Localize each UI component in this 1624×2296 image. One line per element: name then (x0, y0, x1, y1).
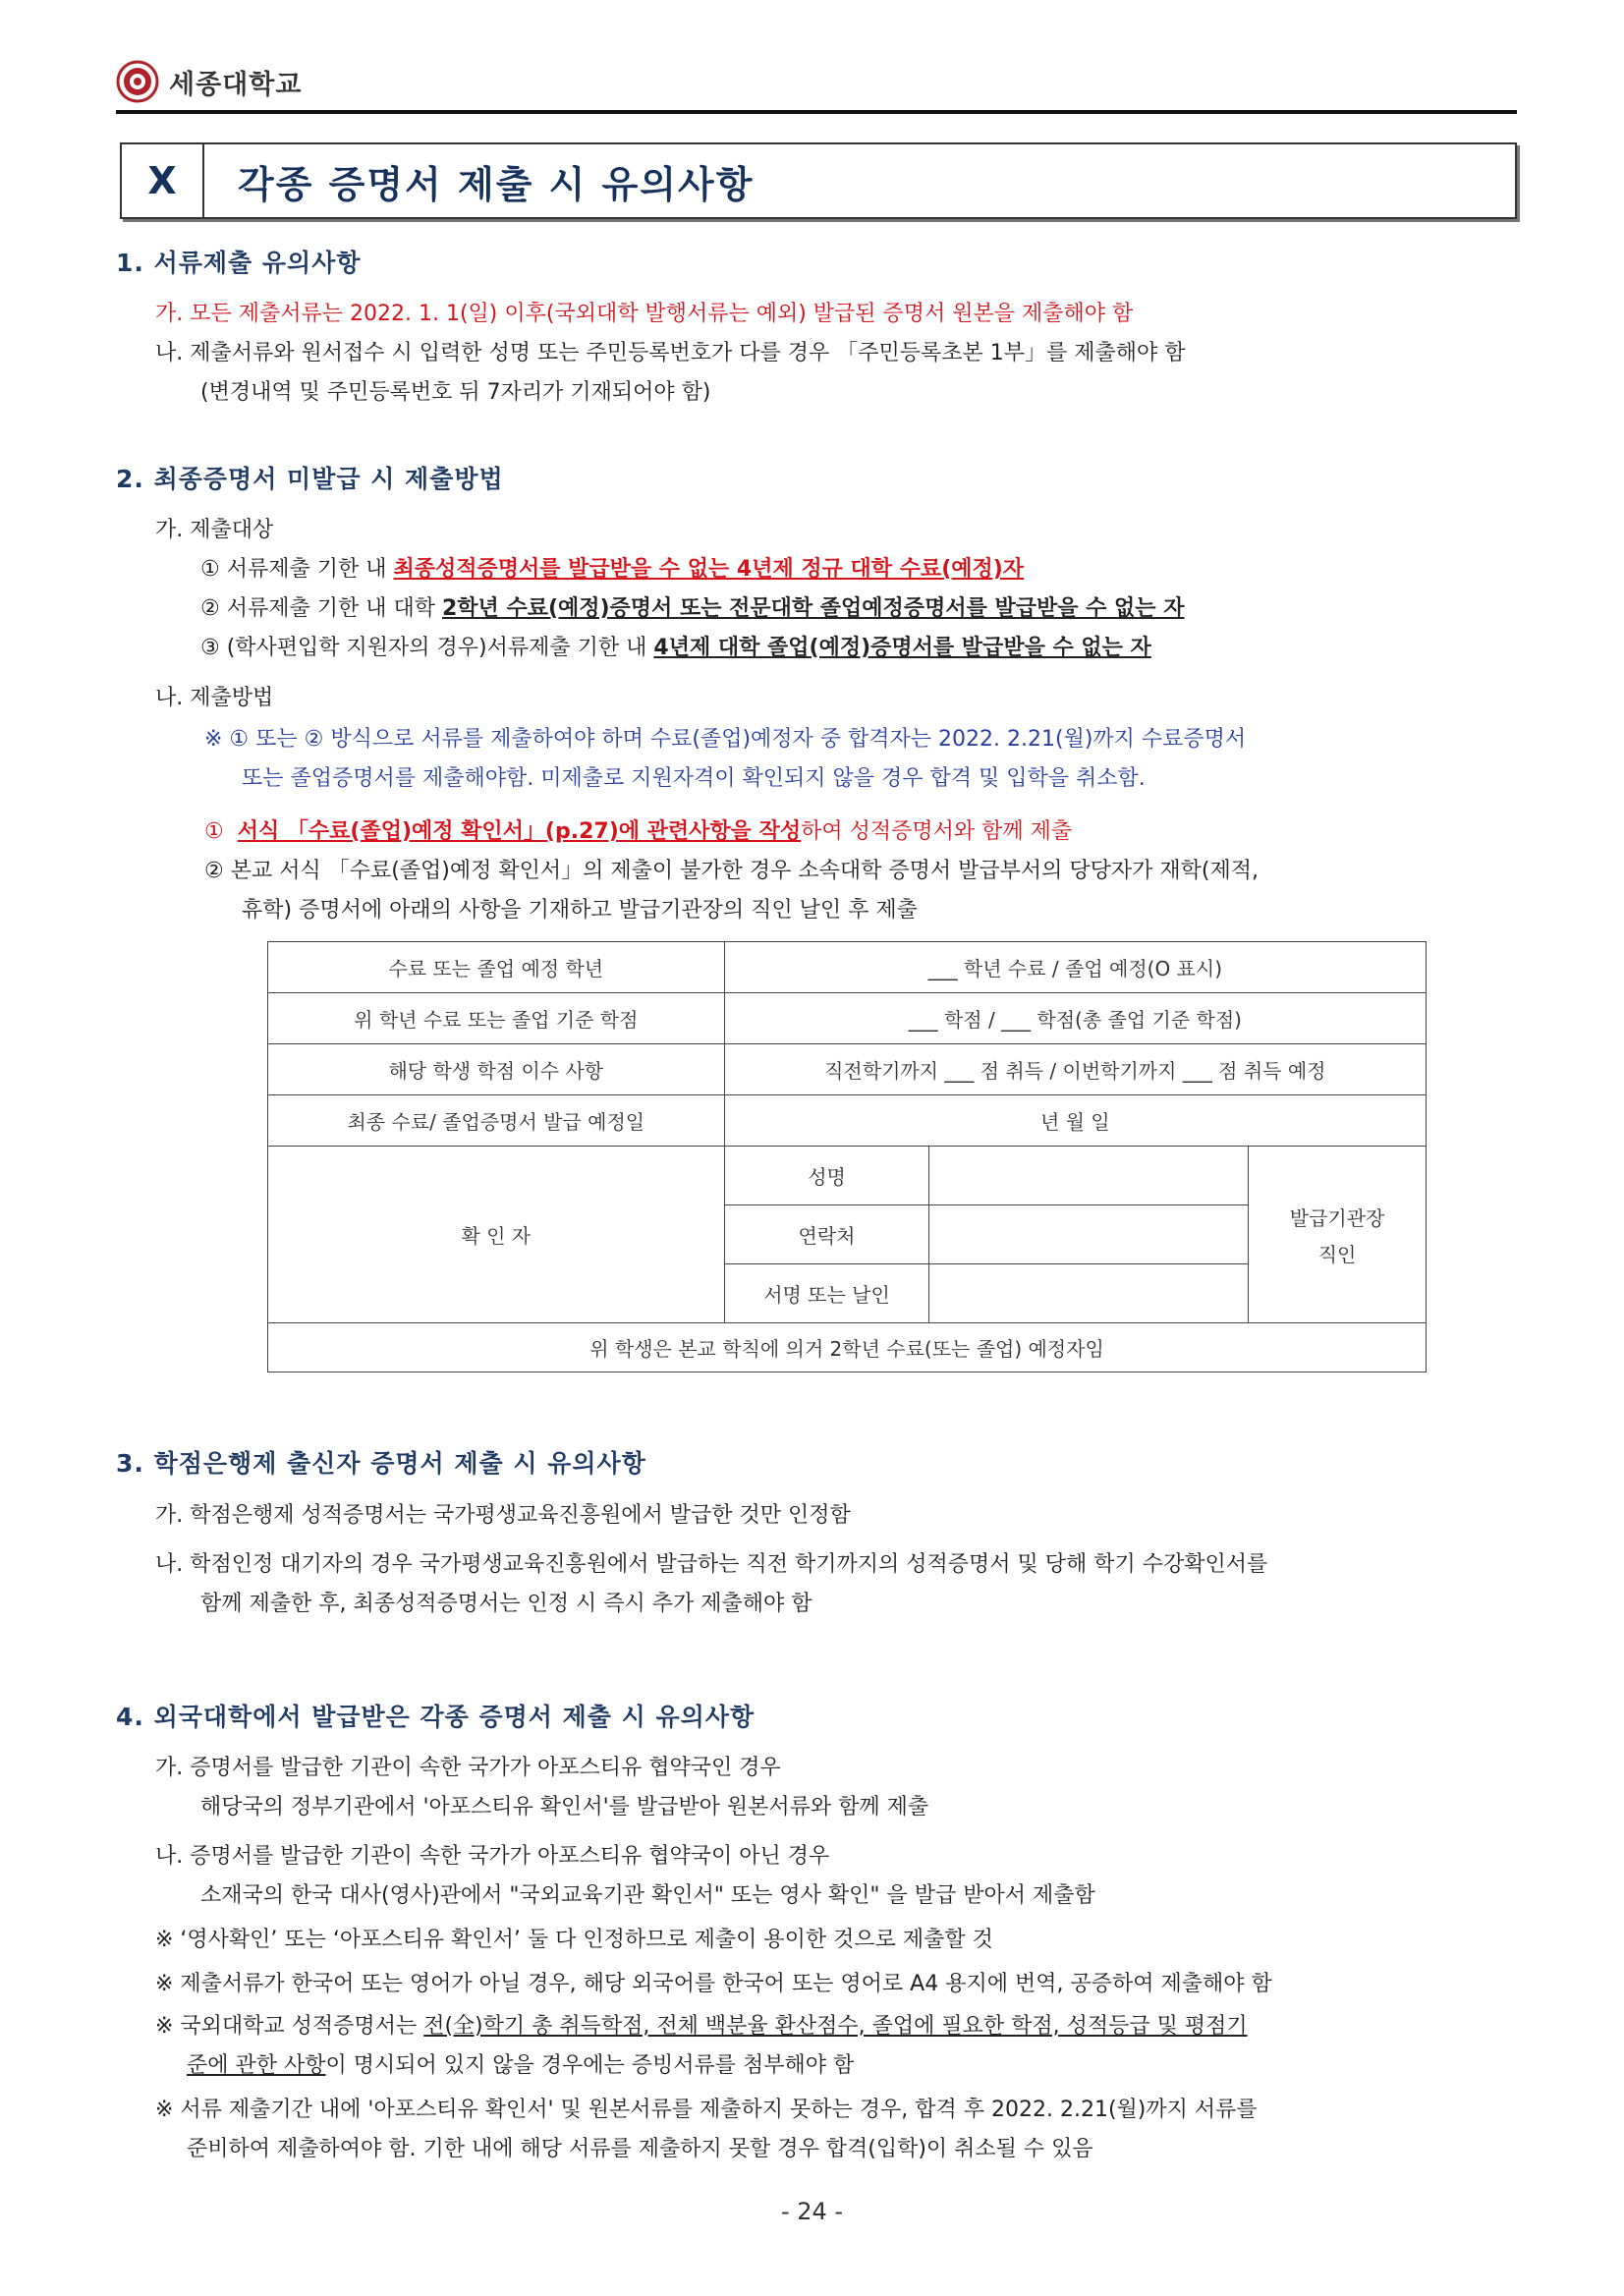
s3-item-b-cont: 함께 제출한 후, 최종성적증명서는 인정 시 즉시 추가 제출해야 함 (200, 1592, 812, 1616)
s2-method-1-num: ① (204, 819, 224, 844)
form-value: ___ 학년 수료 / 졸업 예정(O 표시) (724, 942, 1426, 993)
s2-method-1-emph: 서식 「수료(졸업)예정 확인서」(p.27)에 관련사항을 작성 (237, 819, 802, 844)
s4-note-2: ※ 제출서류가 한국어 또는 영어가 아닐 경우, 해당 외국어를 한국어 또는 영어로 A4 용지에 번역, 공증하여 제출해야 함 (155, 1972, 1272, 1996)
s4-note-1: ※ ‘영사확인’ 또는 ‘아포스티유 확인서’ 둘 다 인정하므로 제출이 용이한 것으로 제출할 것 (155, 1928, 993, 1952)
s2-method-1 (204, 817, 1072, 847)
contact-field (929, 1205, 1249, 1264)
s2-note-line-2: 또는 졸업증명서를 제출해야함. 미제출로 지원자격이 확인되지 않을 경우 합격 및 입학을 취소함. (242, 766, 1146, 791)
page-number: - 24 - (780, 2198, 844, 2225)
table-row (268, 1147, 1427, 1205)
s1-item-b: 나. 제출서류와 원서접수 시 입력한 성명 또는 주민등록번호가 다를 경우 「주민등록초본 1부」를 제출해야 함 (155, 341, 1186, 365)
s2-target-1-text: ① 서류제출 기한 내 (200, 557, 394, 582)
s2-method-1-text: 하여 성적증명서와 함께 제출 (801, 819, 1073, 844)
section-3-heading: 3. 학점은행제 출신자 증명서 제출 시 유의사항 (116, 1449, 646, 1478)
table-row (268, 942, 1427, 993)
university-seal-icon (116, 60, 159, 103)
s1-item-a: 가. 모든 제출서류는 2022. 1. 1(일) 이후(국외대학 발행서류는 예외) 발급된 증명서 원본을 제출해야 함 (155, 302, 1134, 326)
s4-item-a: 가. 증명서를 발급한 기관이 속한 국가가 아포스티유 협약국인 경우 (155, 1756, 781, 1780)
s2-target-2 (200, 594, 1184, 624)
s2-method-2: ② 본교 서식 「수료(졸업)예정 확인서」의 제출이 불가한 경우 소속대학 증명서 발급부서의 당당자가 재학(제적, (204, 859, 1259, 883)
form-label: 해당 학생 학점 이수 사항 (268, 1044, 725, 1095)
s4-note-3-text: ※ 국외대학교 성적증명서는 (155, 2014, 424, 2039)
s4-note-3-cont (187, 2051, 854, 2081)
university-name: 세종대학교 (169, 69, 303, 100)
s2-method-2-cont: 휴학) 증명서에 아래의 사항을 기재하고 발급기관장의 직인 날인 후 제출 (242, 898, 918, 923)
confirmer-label: 확 인 자 (268, 1147, 725, 1323)
contact-label: 연락처 (724, 1205, 929, 1264)
s2-item-b-label: 나. 제출방법 (155, 686, 274, 710)
page-header (116, 57, 302, 106)
s4-item-a-cont: 해당국의 정부기관에서 '아포스티유 확인서'를 발급받아 원본서류와 함께 제출 (200, 1795, 929, 1820)
sign-label: 서명 또는 날인 (724, 1264, 929, 1323)
table-row (268, 1044, 1427, 1095)
s4-item-b: 나. 증명서를 발급한 기관이 속한 국가가 아포스티유 협약국이 아닌 경우 (155, 1844, 830, 1869)
s2-note-line-1: ※ ① 또는 ② 방식으로 서류를 제출하여야 하며 수료(졸업)예정자 중 합격자는 2022. 2.21(월)까지 수료증명서 (204, 727, 1247, 752)
s3-item-b: 나. 학점인정 대기자의 경우 국가평생교육진흥원에서 발급하는 직전 학기까지의 성적증명서 및 당해 학기 수강확인서를 (155, 1552, 1268, 1577)
form-label: 수료 또는 졸업 예정 학년 (268, 942, 725, 993)
section-4-heading: 4. 외국대학에서 발급받은 각종 증명서 제출 시 유의사항 (116, 1703, 756, 1731)
s2-item-a-label: 가. 제출대상 (155, 518, 274, 542)
s3-item-a: 가. 학점은행제 성적증명서는 국가평생교육진흥원에서 발급한 것만 인정함 (155, 1503, 851, 1528)
s4-note-4: ※ 서류 제출기간 내에 '아포스티유 확인서' 및 원본서류를 제출하지 못하는 경우, 합격 후 2022. 2.21(월)까지 서류를 (155, 2098, 1258, 2122)
s1-item-b-cont: (변경내역 및 주민등록번호 뒤 7자리가 기재되어야 함) (200, 380, 711, 405)
s2-target-2-emph: 2학년 수료(예정)증명서 또는 전문대학 졸업예정증명서를 발급받을 수 없는 자 (441, 596, 1185, 621)
name-field (929, 1147, 1249, 1205)
s2-target-1 (200, 555, 1024, 585)
table-row (268, 1095, 1427, 1147)
s4-note-4-cont: 준비하여 제출하여야 함. 기한 내에 해당 서류를 제출하지 못할 경우 합격(입학)이 취소될 수 있음 (187, 2137, 1093, 2161)
s4-note-3 (155, 2012, 1248, 2042)
form-value: 년 월 일 (724, 1095, 1426, 1147)
s4-note-3-cont-emph: 준에 관한 사항 (187, 2053, 326, 2078)
chapter-title-box (120, 142, 1517, 219)
form-footer-statement: 위 학생은 본교 학칙에 의거 2학년 수료(또는 졸업) 예정자임 (268, 1323, 1427, 1372)
seal-label-line-2: 직인 (1317, 1242, 1357, 1266)
s4-note-3-emph: 전(全)학기 총 취득학점, 전체 백분율 환산점수, 졸업에 필요한 학점, 성적등급 및 평점기 (423, 2014, 1248, 2039)
s2-target-2-text: ② 서류제출 기한 내 대학 (200, 596, 442, 621)
s2-target-3-text: ③ (학사편입학 지원자의 경우)서류제출 기한 내 (200, 636, 654, 660)
section-1-heading: 1. 서류제출 유의사항 (116, 249, 362, 277)
s2-target-3-emph: 4년제 대학 졸업(예정)증명서를 발급받을 수 없는 자 (653, 636, 1151, 660)
s4-item-b-cont: 소재국의 한국 대사(영사)관에서 "국외교육기관 확인서" 또는 영사 확인" 을 발급 받아서 제출함 (200, 1883, 1095, 1908)
form-label: 최종 수료/ 졸업증명서 발급 예정일 (268, 1095, 725, 1147)
table-row (268, 1323, 1427, 1372)
form-value: ___ 학점 / ___ 학점(총 졸업 기준 학점) (724, 993, 1426, 1044)
name-label: 성명 (724, 1147, 929, 1205)
header-rule (116, 110, 1517, 114)
official-seal-cell (1249, 1147, 1427, 1323)
section-2-heading: 2. 최종증명서 미발급 시 제출방법 (116, 465, 504, 493)
table-row (268, 993, 1427, 1044)
s2-target-1-emph: 최종성적증명서를 발급받을 수 없는 4년제 정규 대학 수료(예정)자 (393, 557, 1025, 582)
s4-note-3-cont-text: 이 명시되어 있지 않을 경우에는 증빙서류를 첨부해야 함 (325, 2053, 855, 2078)
s2-target-3 (200, 634, 1151, 663)
form-label: 위 학년 수료 또는 졸업 기준 학점 (268, 993, 725, 1044)
seal-label-line-1: 발급기관장 (1289, 1205, 1385, 1230)
chapter-number: X (122, 144, 204, 217)
chapter-title: 각종 증명서 제출 시 유의사항 (238, 162, 755, 206)
sign-field (929, 1264, 1249, 1323)
form-value: 직전학기까지 ___ 점 취득 / 이번학기까지 ___ 점 취득 예정 (724, 1044, 1426, 1095)
confirmation-form-table (267, 941, 1427, 1372)
